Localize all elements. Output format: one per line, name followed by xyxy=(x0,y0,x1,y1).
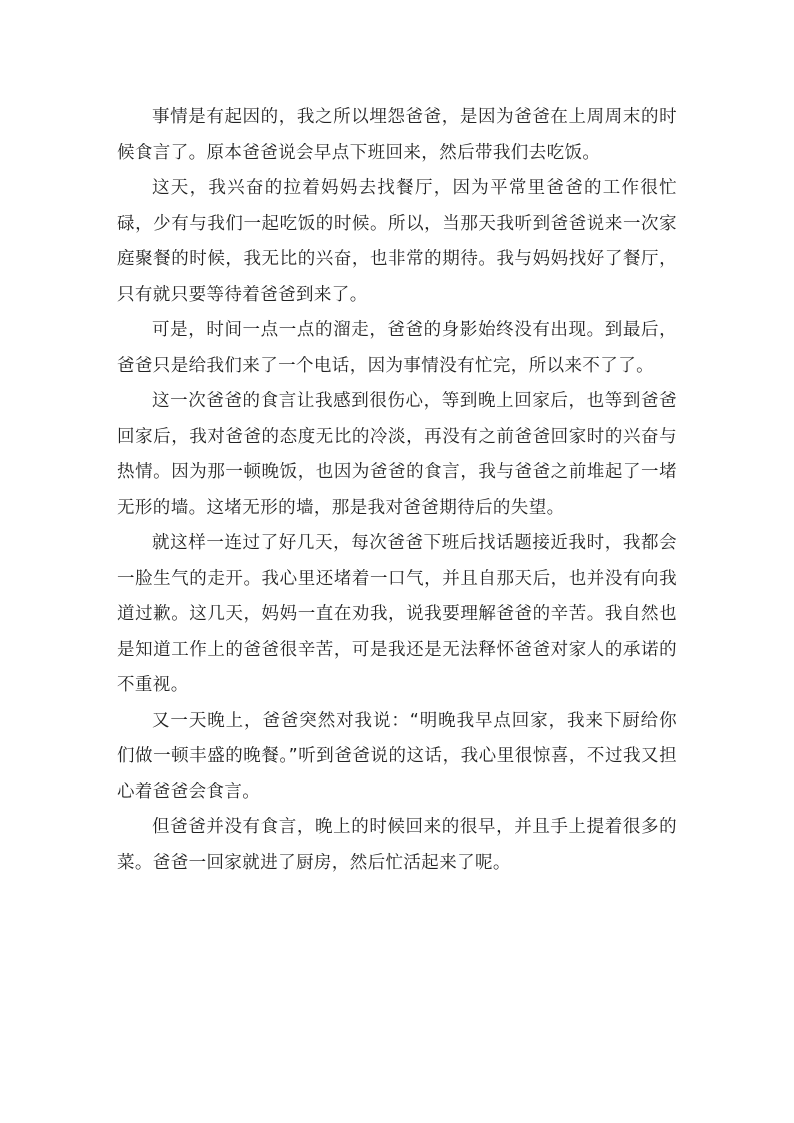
paragraph: 这天，我兴奋的拉着妈妈去找餐厅，因为平常里爸爸的工作很忙碌，少有与我们一起吃饭的时候。所以，当那天我听到爸爸说来一次家庭聚餐的时候，我无比的兴奋，也非常的期待。我与妈妈找好了餐厅，只有就只要等待着爸爸到来了。 xyxy=(117,178,677,305)
document-body xyxy=(117,100,677,881)
paragraph: 这一次爸爸的食言让我感到很伤心，等到晚上回家后，也等到爸爸回家后，我对爸爸的态度无比的冷淡，再没有之前爸爸回家时的兴奋与热情。因为那一顿晚饭，也因为爸爸的食言，我与爸爸之前堆起了一堵无形的墙。这堵无形的墙，那是我对爸爸期待后的失望。 xyxy=(117,391,677,518)
paragraph: 但爸爸并没有食言，晚上的时候回来的很早，并且手上提着很多的菜。爸爸一回家就进了厨房，然后忙活起来了呢。 xyxy=(117,817,677,873)
paragraph: 事情是有起因的，我之所以埋怨爸爸，是因为爸爸在上周周末的时候食言了。原本爸爸说会早点下班回来，然后带我们去吃饭。 xyxy=(117,107,677,163)
paragraph: 又一天晚上，爸爸突然对我说：“明晚我早点回家，我来下厨给你们做一顿丰盛的晚餐。”听到爸爸说的这话，我心里很惊喜，不过我又担心着爸爸会食言。 xyxy=(117,710,677,802)
paragraph: 可是，时间一点一点的溜走，爸爸的身影始终没有出现。到最后，爸爸只是给我们来了一个电话，因为事情没有忙完，所以来不了了。 xyxy=(117,320,677,376)
paragraph: 就这样一连过了好几天，每次爸爸下班后找话题接近我时，我都会一脸生气的走开。我心里还堵着一口气，并且自那天后，也并没有向我道过歉。这几天，妈妈一直在劝我，说我要理解爸爸的辛苦。我自然也是知道工作上的爸爸很辛苦，可是我还是无法释怀爸爸对家人的承诺的不重视。 xyxy=(117,533,677,695)
